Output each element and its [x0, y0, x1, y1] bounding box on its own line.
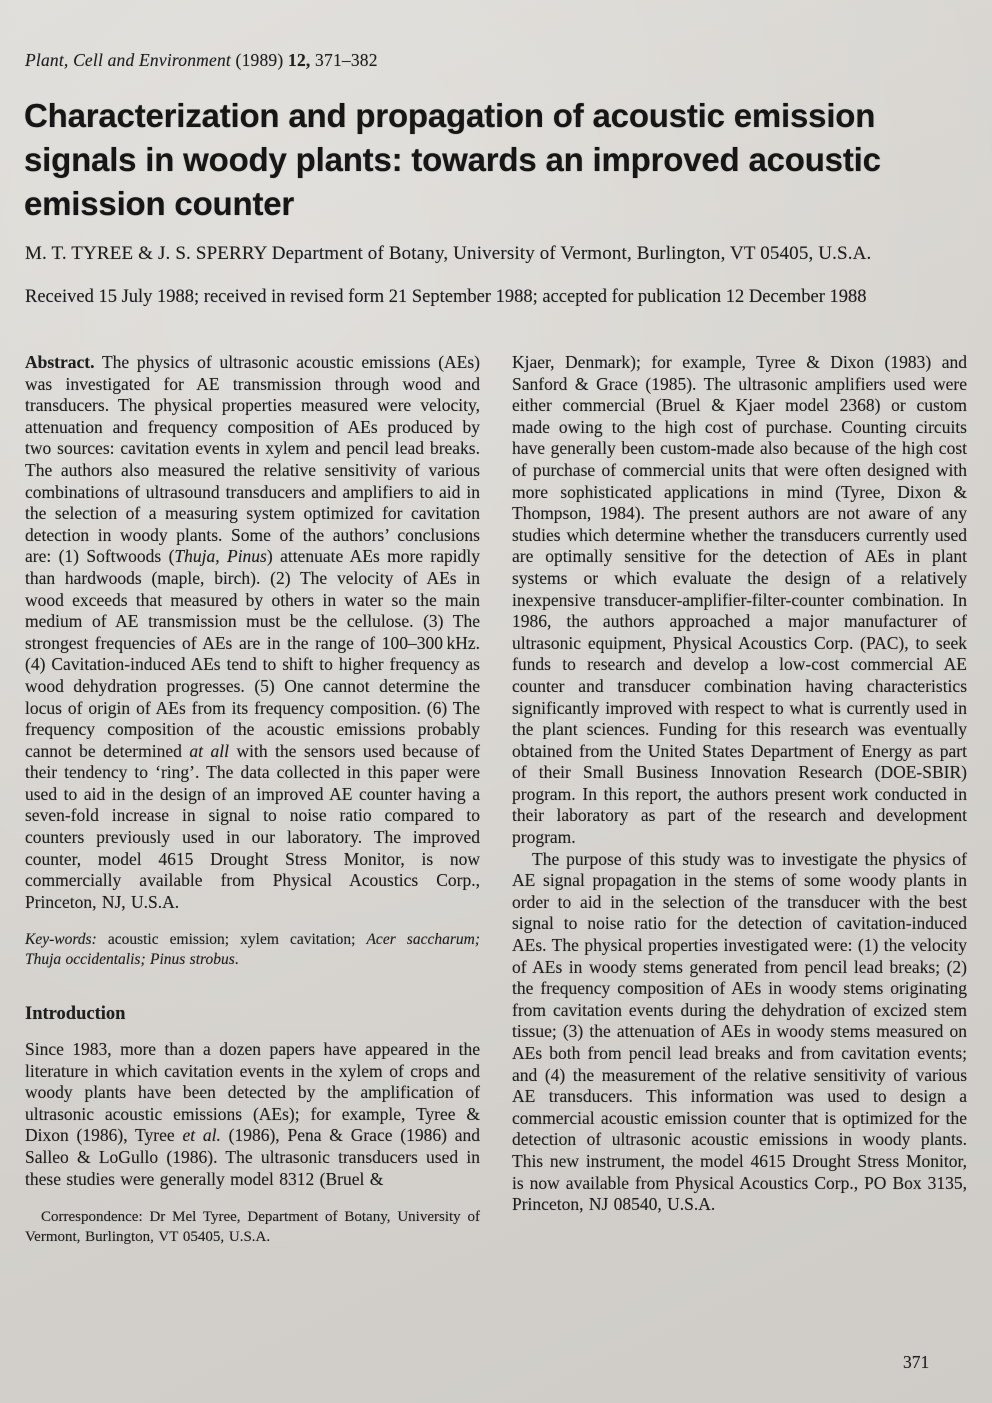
page-title: Characterization and propagation of acoustic emission signals in woody plants: towards an improved acoustic emission counter: [24, 97, 881, 222]
introduction-heading: Introduction: [25, 1004, 126, 1025]
page-number: 371: [903, 1352, 930, 1372]
received-dates-line: Received 15 July 1988; received in revised form 21 September 1988; accepted for publication 12 December 1988: [25, 287, 867, 307]
introduction-paragraph: Since 1983, more than a dozen papers have appeared in the literature in which cavitation events in the xylem of crops and woody plants have been detected by the amplification of ultrasonic acoustic emissions (AEs); for example, Tyree & Dixon (1986), Tyree et al. (1986), Pena & Grace (1986) and Salleo & LoGullo (1986). The ultrasonic transducers used in these studies were generally model 8312 (Bruel &: [25, 1039, 480, 1189]
keywords-line: Key-words: acoustic emission; xylem cavitation; Acer saccharum; Thuja occidentalis; Pinus strobus.: [25, 931, 480, 969]
authors-affiliation-line: M. T. TYREE & J. S. SPERRY Department of Botany, University of Vermont, Burlington, VT 05405, U.S.A.: [25, 243, 872, 264]
journal-citation-line: Plant, Cell and Environment (1989) 12, 371–382: [25, 50, 378, 70]
left-column: [25, 352, 480, 1247]
correspondence-footnote: Correspondence: Dr Mel Tyree, Department of Botany, University of Vermont, Burlington, VT 05405, U.S.A.: [25, 1209, 480, 1245]
right-column-paragraph-1: Kjaer, Denmark); for example, Tyree & Dixon (1983) and Sanford & Grace (1985). The ultrasonic amplifiers used were either commercial (Bruel & Kjaer model 2368) or custom made owing to the high cost of purchase. Counting circuits have generally been custom-made also because of the high cost of purchase of commercial units that were often designed with more sophisticated applications in mind (Tyree, Dixon & Thompson, 1984). The present authors are not aware of any studies which determine whether the transducers currently used are optimally sensitive for the detection of AEs in plant systems or which evaluate the design of a relatively inexpensive transducer-amplifier-filter-counter combination. In 1986, the authors approached a major manufacturer of ultrasonic equipment, Physical Acoustics Corp. (PAC), to seek funds to research and develop a low-cost commercial AE counter and transducer combination having characteristics significantly improved with respect to what is currently used in the plant sciences. Funding for this research was eventually obtained from the United States Department of Energy as part of their Small Business Innovation Research (DOE-SBIR) program. In this report, the authors present work conducted in their laboratory as part of the research and development program.: [512, 352, 967, 848]
right-column: [512, 352, 967, 1247]
two-column-body: [25, 352, 967, 1247]
abstract-paragraph: Abstract. The physics of ultrasonic acoustic emissions (AEs) was investigated for AE transmission through wood and transducers. The physical properties measured were velocity, attenuation and frequency composition of AEs produced by two sources: cavitation events in xylem and pencil lead breaks. The authors also measured the relative sensitivity of various combinations of ultrasound transducers and amplifiers to aid in the selection of a measuring system optimized for cavitation detection in woody plants. Some of the authors’ conclusions are: (1) Softwoods (Thuja, Pinus) attenuate AEs more rapidly than hardwoods (maple, birch). (2) The velocity of AEs in wood exceeds that measured by others in water so the main medium of AE transmission must be the cellulose. (3) The strongest frequencies of AEs are in the range of 100–300 kHz. (4) Cavitation-induced AEs tend to shift to higher frequency as wood dehydration progresses. (5) One cannot determine the locus of origin of AEs from its frequency composition. (6) The frequency composition of the acoustic emissions probably cannot be determined at all with the sensors used because of their tendency to ‘ring’. The data collected in this paper were used to aid in the design of an improved AE counter having a seven-fold increase in signal to noise ratio compared to counters previously used in our laboratory. The improved counter, model 4615 Drought Stress Monitor, is now commercially available from Physical Acoustics Corp., Princeton, NJ, U.S.A.: [25, 352, 481, 912]
right-column-paragraph-2: The purpose of this study was to investigate the physics of AE signal propagation in the stems of some woody plants in order to aid in the selection of the transducer with the best signal to noise ratio for the detection of cavitation-induced AEs. The physical properties investigated were: (1) the velocity of AEs in woody stems generated from pencil lead breaks; (2) the frequency composition of AEs in woody stems originating from cavitation events during the dehydration of excized stem tissue; (3) the attenuation of AEs in woody stems measured on AEs both from pencil lead breaks and from cavitation events; and (4) the measurement of the relative sensitivity of various AE transducers. This information was used to design a commercial acoustic emission counter that is optimized for the detection of ultrasonic acoustic emissions in woody plants. This new instrument, the model 4615 Drought Stress Monitor, is now available from Physical Acoustics Corp., PO Box 3135, Princeton, NJ 08540, U.S.A.: [512, 848, 967, 1215]
